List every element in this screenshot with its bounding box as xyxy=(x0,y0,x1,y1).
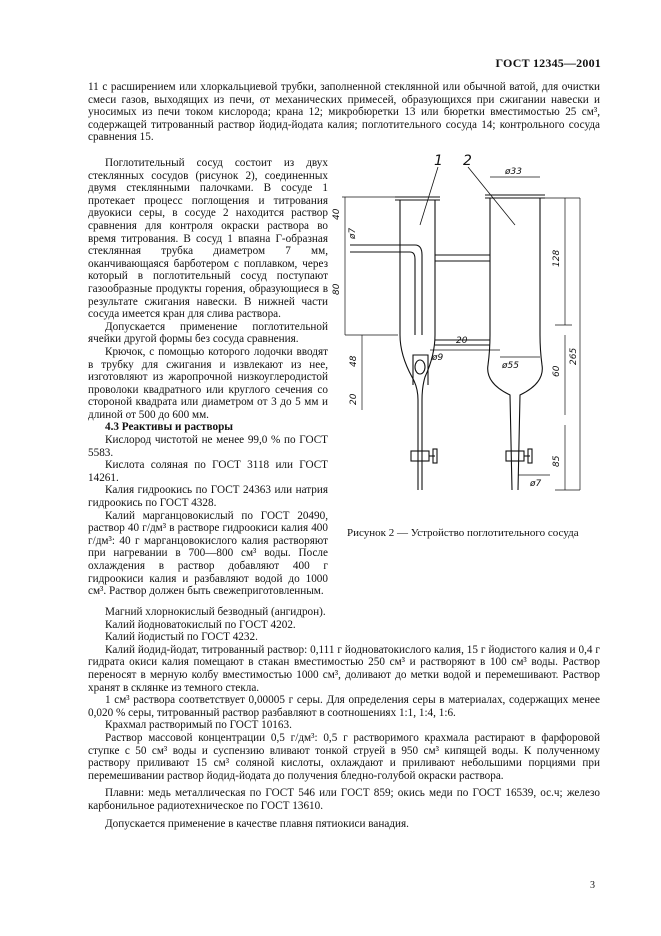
reagent-anhydrone: Магний хлорнокислый безводный (ангидрон). xyxy=(105,606,326,618)
vessel-label-2: 2 xyxy=(463,153,472,169)
document-code: ГОСТ 12345—2001 xyxy=(495,56,601,70)
reagent-oxygen: Кислород чистотой не менее 99,0 % по ГОСТ 5583. xyxy=(88,434,328,459)
dim-d55: ø55 xyxy=(502,361,519,371)
dim-48: 48 xyxy=(349,355,359,367)
vessel-2-drawing xyxy=(485,195,545,490)
starch-solution: Раствор массовой концентрации 0,5 г/дм³: 0,5 г растворимого крахмала растирают в фарфоровой ступке с 50 см³ воды и суспензию вливают тонкой струей в 950 см³ кипящей воды. К полученному раствору приливают 15 см³ соляной кислоты, охлаждают и приливают небольшими порциями при перемешивании раствор йодид-йодата до получения бледно-голубой окраски раствора. xyxy=(88,731,600,782)
reagent-starch: Крахмал растворимый по ГОСТ 10163. xyxy=(105,719,292,732)
absorption-vessel-figure xyxy=(332,153,580,515)
reagent-iodide-iodate: Калий йодид-йодат, титрованный раствор: 0,111 г йодноватокислого калия, 15 г йодистого калия и 0,4 г гидрата окиси калия помещают в стакан вместимостью 250 см³ и растворяют в 100 см³ воды. Раствор переносят в мерную колбу вместимостью 1000 см³, доливают до метки водой и перемешивают. Раствор хранят в склянке из темного стекла. xyxy=(88,643,600,694)
intro-paragraph xyxy=(88,81,600,144)
bottom-text xyxy=(88,606,600,830)
solution-equivalence: 1 см³ раствора соответствует 0,00005 г серы. Для определения серы в материалах, содержащих менее 0,020 % серы, титрованный раствор разбавляют в соотношениях 1:1, 1:4, 1:6. xyxy=(88,694,600,719)
hook-description: Крючок, с помощью которого лодочки вводят в трубку для сжигания и извлекают из нее, изготовляют из жаропрочной низкоуглеродистой проволоки квадратного или круглого сечения со стороной квадрата или диаметром от 3 до 5 мм и длиной от 500 до 600 мм. xyxy=(88,345,328,421)
reagent-hcl: Кислота соляная по ГОСТ 3118 или ГОСТ 14261. xyxy=(88,459,328,484)
reagent-kio3: Калий йодноватокислый по ГОСТ 4202. xyxy=(105,618,296,631)
dim-20: 20 xyxy=(349,393,359,405)
reagent-ki: Калий йодистый по ГОСТ 4232. xyxy=(105,631,258,644)
dim-128: 128 xyxy=(552,249,562,267)
dim-20h: 20 xyxy=(456,336,468,346)
page-number: 3 xyxy=(590,880,595,891)
section-title: 4.3 Реактивы и растворы xyxy=(105,421,234,434)
dim-80: 80 xyxy=(332,283,342,295)
alt-cell-note: Допускается применение поглотительной ячейки другой формы без сосуда сравнения. xyxy=(88,320,328,346)
figure-caption: Рисунок 2 — Устройство поглотительного сосуда xyxy=(347,527,579,539)
reagent-kmno4: Калий марганцовокислый по ГОСТ 20490, раствор 40 г/дм³ в растворе гидроокиси калия 400 г/дм³: 40 г марганцовокислого калия растворяют при нагревании в 700—800 см³ воды. После охлаждения в раствор добавляют 400 г гидроокиси калия и разбавляют водой до 1000 см³. Раствор должен быть свежеприготовленным. xyxy=(88,509,328,598)
reagent-koh: Калия гидроокись по ГОСТ 24363 или натрия гидроокись по ГОСТ 4328. xyxy=(88,484,328,510)
dim-d7-top: ø7 xyxy=(348,227,358,239)
left-column xyxy=(88,157,328,598)
vessel-label-1: 1 xyxy=(434,153,443,169)
dim-40: 40 xyxy=(332,208,342,220)
dim-d33: ø33 xyxy=(505,167,522,177)
vessel-1-drawing xyxy=(350,197,440,490)
dim-85: 85 xyxy=(552,455,562,467)
vessel-description: Поглотительный сосуд состоит из двух стеклянных сосудов (рисунок 2), соединенных двумя стеклянными палочками. В сосуде 1 протекает процесс поглощения и титрования двуокиси серы, в сосуде 2 находится раствор сравнения для контроля окраски раствора во время титрования. В сосуд 1 впаяна Г-образная стеклянная трубка диаметром 7 мм, оканчивающаяся барботером с поплавком, через который в поглотительный сосуд поступают газообразные продукты горения, образующиеся в результате сжигания навески. В нижней части сосуда имеется кран для слива раствора. xyxy=(88,157,328,321)
dim-d9: ø9 xyxy=(432,353,444,363)
fluxes: Плавни: медь металлическая по ГОСТ 546 или ГОСТ 859; окись меди по ГОСТ 16539, ос.ч; железо карбонильное радиотехническое по ГОСТ 13610. xyxy=(88,787,600,812)
dim-60: 60 xyxy=(552,365,562,377)
dim-d7-bottom: ø7 xyxy=(530,479,542,489)
dim-265: 265 xyxy=(569,347,579,365)
intro-text: 11 с расширением или хлоркальциевой трубки, заполненной стеклянной или обычной ватой, для очистки смеси газов, выходящих из печи, от механических примесей, образующихся при сжигании навески и уносимых из печи током кислорода; крана 12; микробюретки 13 или бюретки вместимостью 25 см³, содержащей титрованный раствор йодид-йодата калия; поглотительного сосуда 14; контрольного сосуда сравнения 15. xyxy=(88,81,600,144)
vanadium-note: Допускается применение в качестве плавня пятиокиси ванадия. xyxy=(105,817,409,830)
